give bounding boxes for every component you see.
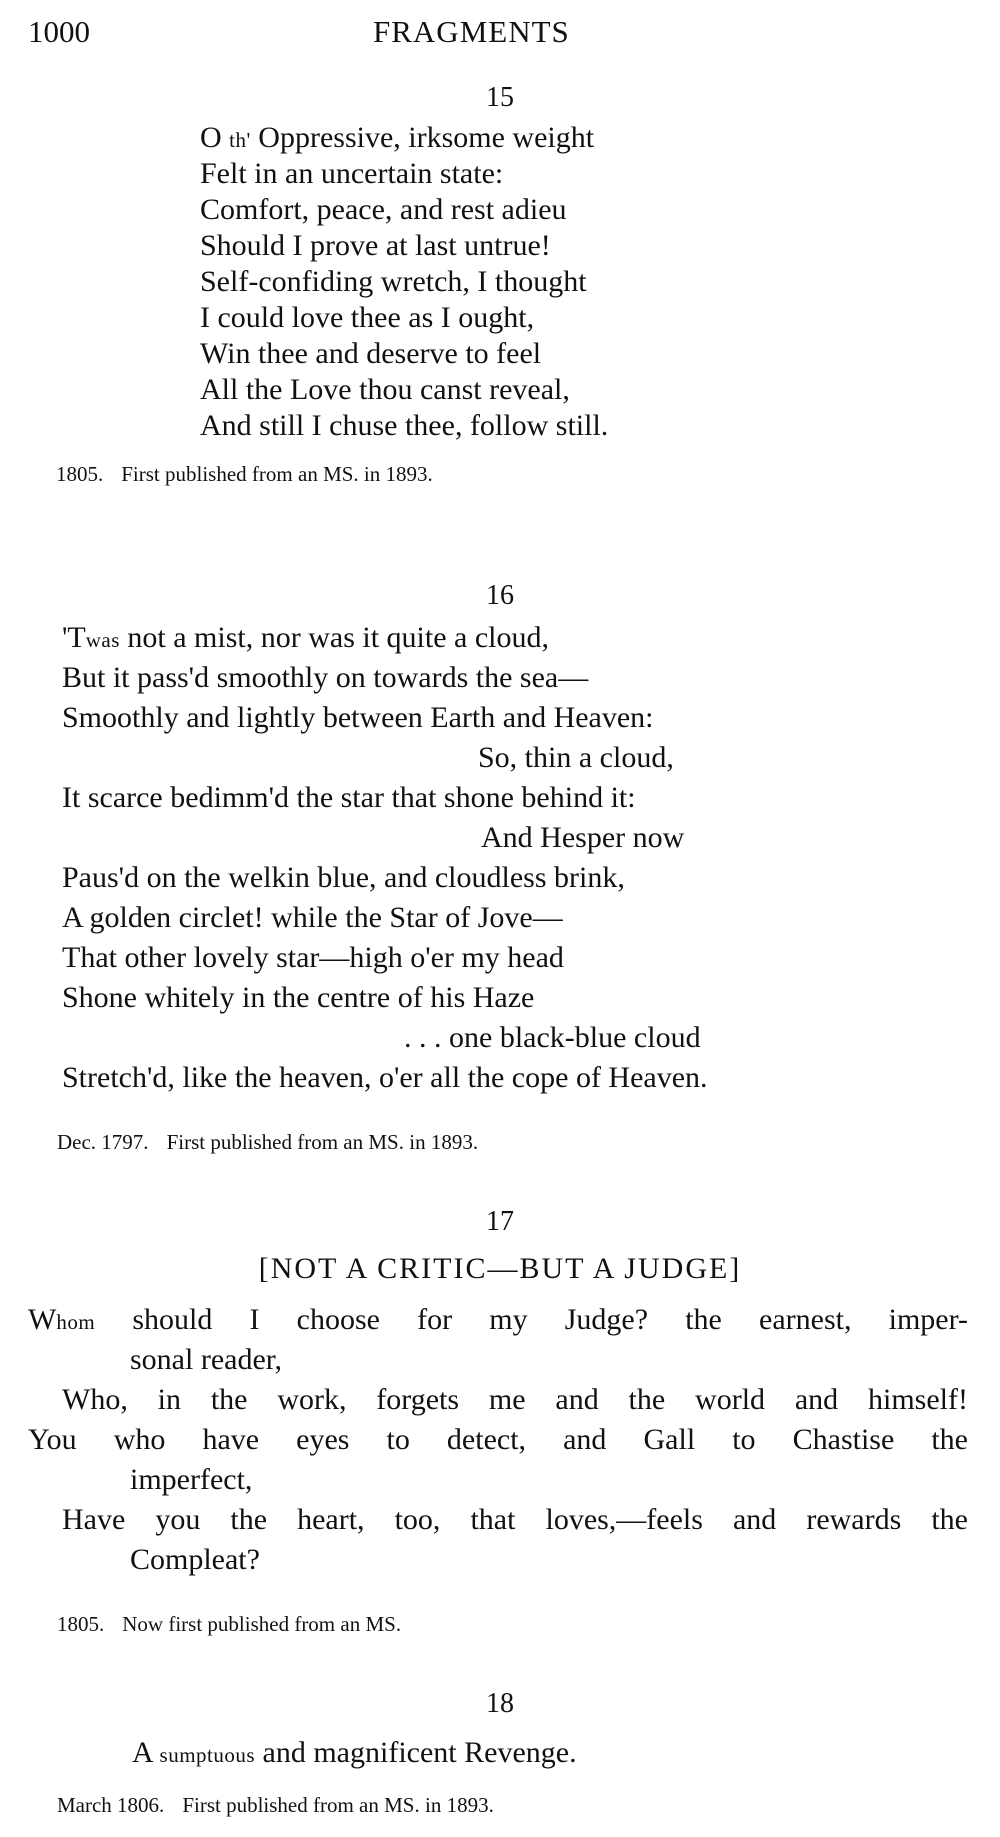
fragment-number: 15: [486, 82, 514, 113]
fragment-number: 17: [486, 1206, 514, 1237]
poem-line: Whom should I choose for my Judge? the earnest, imper-: [28, 1303, 968, 1336]
poem-line: So, thin a cloud,: [478, 741, 674, 774]
poem-line: 'Twas not a mist, nor was it quite a cloud,: [62, 621, 550, 654]
poem-line: imperfect,: [130, 1463, 253, 1496]
poem-line: But it pass'd smoothly on towards the sea—: [62, 661, 589, 694]
poem-line: Paus'd on the welkin blue, and cloudless brink,: [62, 861, 625, 894]
poem-line: It scarce bedimm'd the star that shone behind it:: [62, 781, 636, 814]
poem-line: Smoothly and lightly between Earth and Heaven:: [62, 701, 654, 734]
poem-line: Felt in an uncertain state:: [200, 157, 504, 190]
poem-line: Self-confiding wretch, I thought: [200, 265, 587, 298]
poem-line: Win thee and deserve to feel: [200, 337, 542, 370]
poem-line: Should I prove at last untrue!: [200, 229, 551, 262]
publication-note: Dec. 1797. First published from an MS. in 1893.: [57, 1130, 479, 1154]
poem-line: You who have eyes to detect, and Gall to Chastise the: [28, 1423, 968, 1456]
poem-line: And still I chuse thee, follow still.: [200, 409, 609, 442]
poem-line: And Hesper now: [481, 821, 685, 854]
poem-line: Who, in the work, forgets me and the world and himself!: [62, 1383, 968, 1416]
poem-line: All the Love thou canst reveal,: [200, 373, 570, 406]
poem-line: . . . one black-blue cloud: [404, 1021, 701, 1054]
poem-line: A golden circlet! while the Star of Jove—: [62, 901, 563, 934]
page-header: [28, 14, 978, 54]
fragment-title: [NOT A CRITIC—BUT A JUDGE]: [258, 1252, 742, 1285]
poem-line: sonal reader,: [130, 1343, 283, 1376]
poem-line: Compleat?: [130, 1543, 260, 1576]
fragment-number: 18: [486, 1688, 514, 1719]
poem-line: Have you the heart, too, that loves,—feels and rewards the: [62, 1503, 968, 1536]
poem-line: Stretch'd, like the heaven, o'er all the cope of Heaven.: [62, 1061, 708, 1094]
fragment-number: 16: [486, 580, 514, 611]
poem-line: That other lovely star—high o'er my head: [62, 941, 564, 974]
poem-line: O th' Oppressive, irksome weight: [200, 121, 595, 154]
poem-line: Comfort, peace, and rest adieu: [200, 193, 567, 226]
page-number: 1000: [28, 14, 90, 49]
publication-note: March 1806. First published from an MS. in 1893.: [57, 1793, 494, 1817]
poem-line: A sumptuous and magnificent Revenge.: [132, 1736, 577, 1769]
poem-line: Shone whitely in the centre of his Haze: [62, 981, 535, 1014]
running-title: FRAGMENTS: [373, 14, 570, 49]
publication-note: 1805. Now first published from an MS.: [57, 1612, 402, 1636]
poem-line: I could love thee as I ought,: [200, 301, 535, 334]
publication-note: 1805. First published from an MS. in 1893.: [56, 462, 433, 486]
